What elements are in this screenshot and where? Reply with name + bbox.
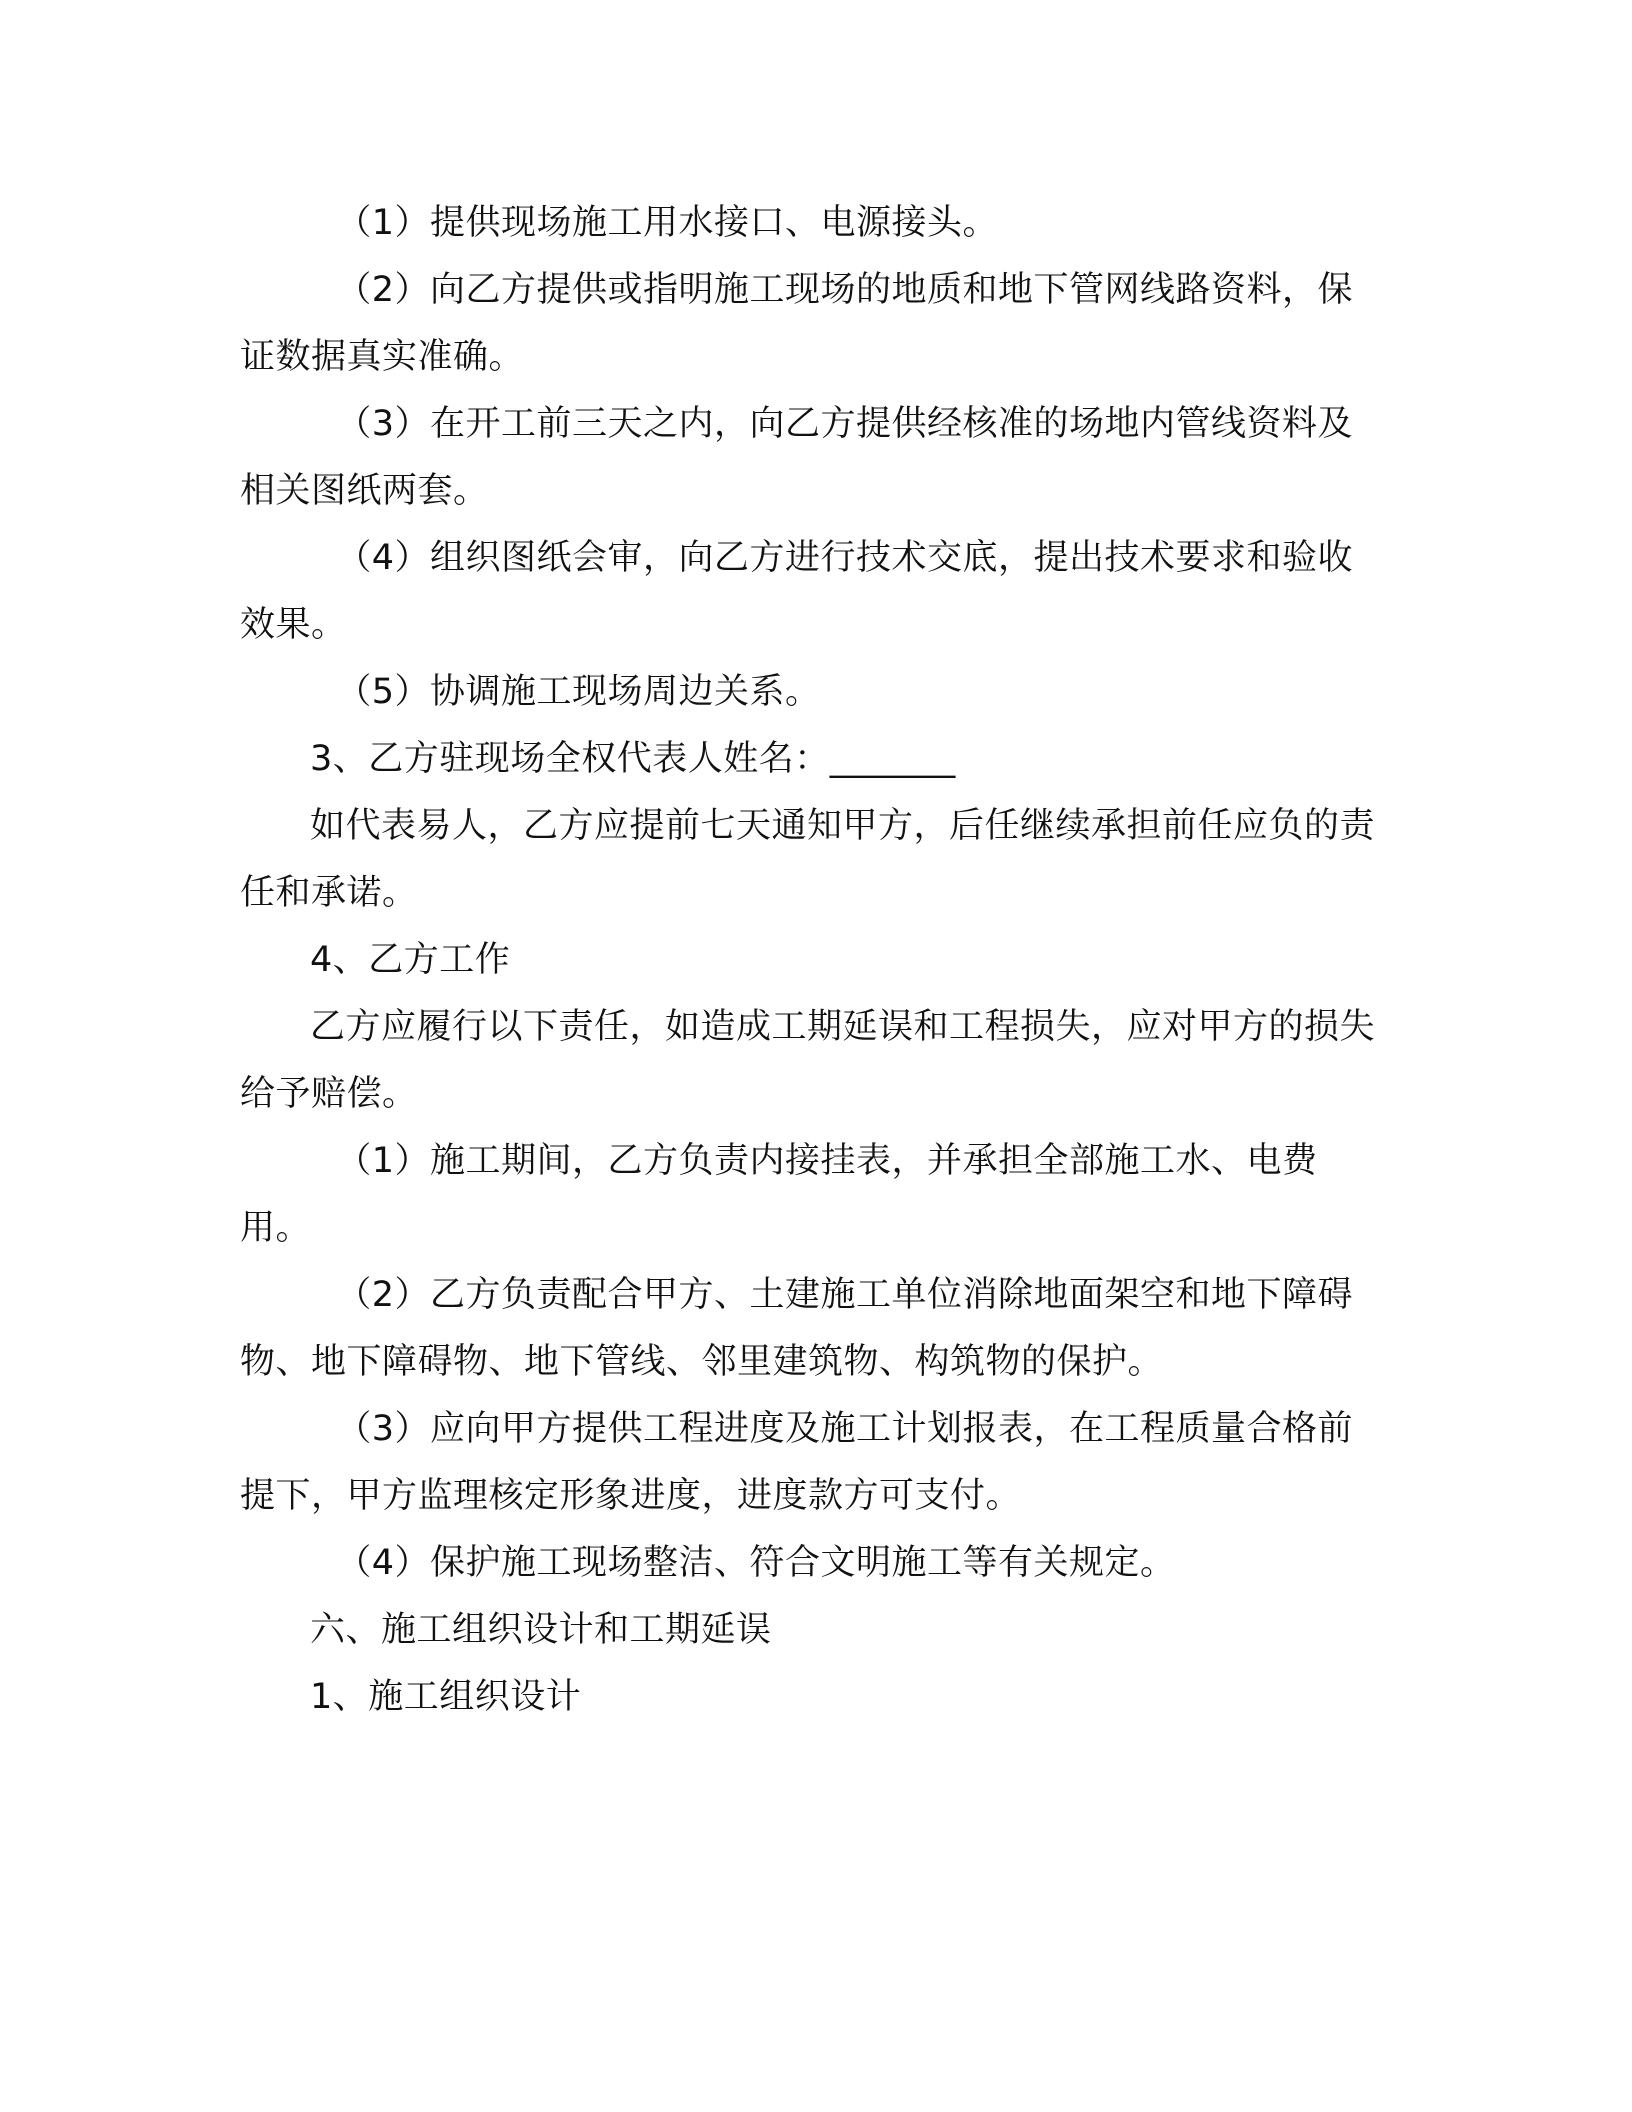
paragraph-3: （3）在开工前三天之内，向乙方提供经核准的场地内管线资料及相关图纸两套。 xyxy=(240,404,1354,511)
paragraph-b2: （2）乙方负责配合甲方、土建施工单位消除地面架空和地下障碍物、地下障碍物、地下管线、邻里建筑物、构筑物的保护。 xyxy=(240,1275,1354,1382)
document-body xyxy=(240,190,1380,1731)
chapter-6-heading: 六、施工组织设计和工期延误 xyxy=(310,1610,772,1650)
paragraph-5: （5）协调施工现场周边关系。 xyxy=(336,672,821,712)
section-3-heading: 3、乙方驻现场全权代表人姓名：_______ xyxy=(310,739,956,779)
paragraph-b1: （1）施工期间，乙方负责内接挂表，并承担全部施工水、电费用。 xyxy=(240,1141,1318,1248)
paragraph-4: （4）组织图纸会审，向乙方进行技术交底，提出技术要求和验收效果。 xyxy=(240,538,1354,645)
paragraph-responsibilities-intro: 乙方应履行以下责任，如造成工期延误和工程损失，应对甲方的损失给予赔偿。 xyxy=(240,1007,1376,1114)
paragraph-2: （2）向乙方提供或指明施工现场的地质和地下管网线路资料，保证数据真实准确。 xyxy=(240,270,1354,377)
paragraph-b3: （3）应向甲方提供工程进度及施工计划报表，在工程质量合格前提下，甲方监理核定形象进度，进度款方可支付。 xyxy=(240,1409,1354,1516)
paragraph-replacement-notice: 如代表易人，乙方应提前七天通知甲方，后任继续承担前任应负的责任和承诺。 xyxy=(240,806,1376,913)
paragraph-b4: （4）保护施工现场整洁、符合文明施工等有关规定。 xyxy=(336,1543,1176,1583)
section-6-1-heading: 1、施工组织设计 xyxy=(310,1677,582,1717)
section-4-heading: 4、乙方工作 xyxy=(310,940,511,980)
paragraph-1: （1）提供现场施工用水接口、电源接头。 xyxy=(336,203,999,243)
